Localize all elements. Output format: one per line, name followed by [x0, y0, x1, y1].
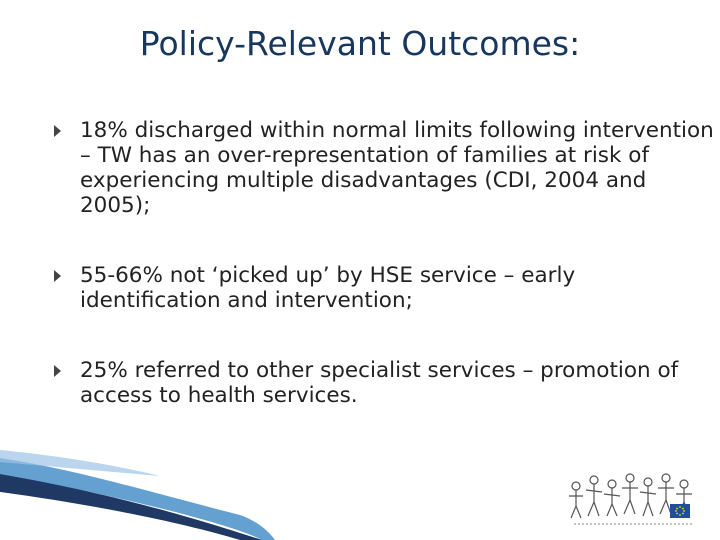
bullet-text: 55-66% not ‘picked up’ by HSE service – early identification and intervention; [80, 263, 576, 313]
slide-title: Policy-Relevant Outcomes: [139, 24, 581, 63]
bullet-text: 25% referred to other specialist services – promotion of access to health services. [80, 358, 679, 408]
bullet-item [54, 263, 714, 313]
triangle-bullet-icon [54, 125, 61, 137]
bullet-item [54, 358, 714, 408]
bullet-item [54, 118, 714, 218]
people-figures-logo [566, 466, 702, 530]
bullet-text: 18% discharged within normal limits following intervention – TW has an over-representation of families at risk of experiencing multiple disadvantages (CDI, 2004 and 2005); [80, 118, 714, 218]
triangle-bullet-icon [54, 270, 61, 282]
triangle-bullet-icon [54, 365, 61, 377]
bullet-list [54, 118, 714, 453]
